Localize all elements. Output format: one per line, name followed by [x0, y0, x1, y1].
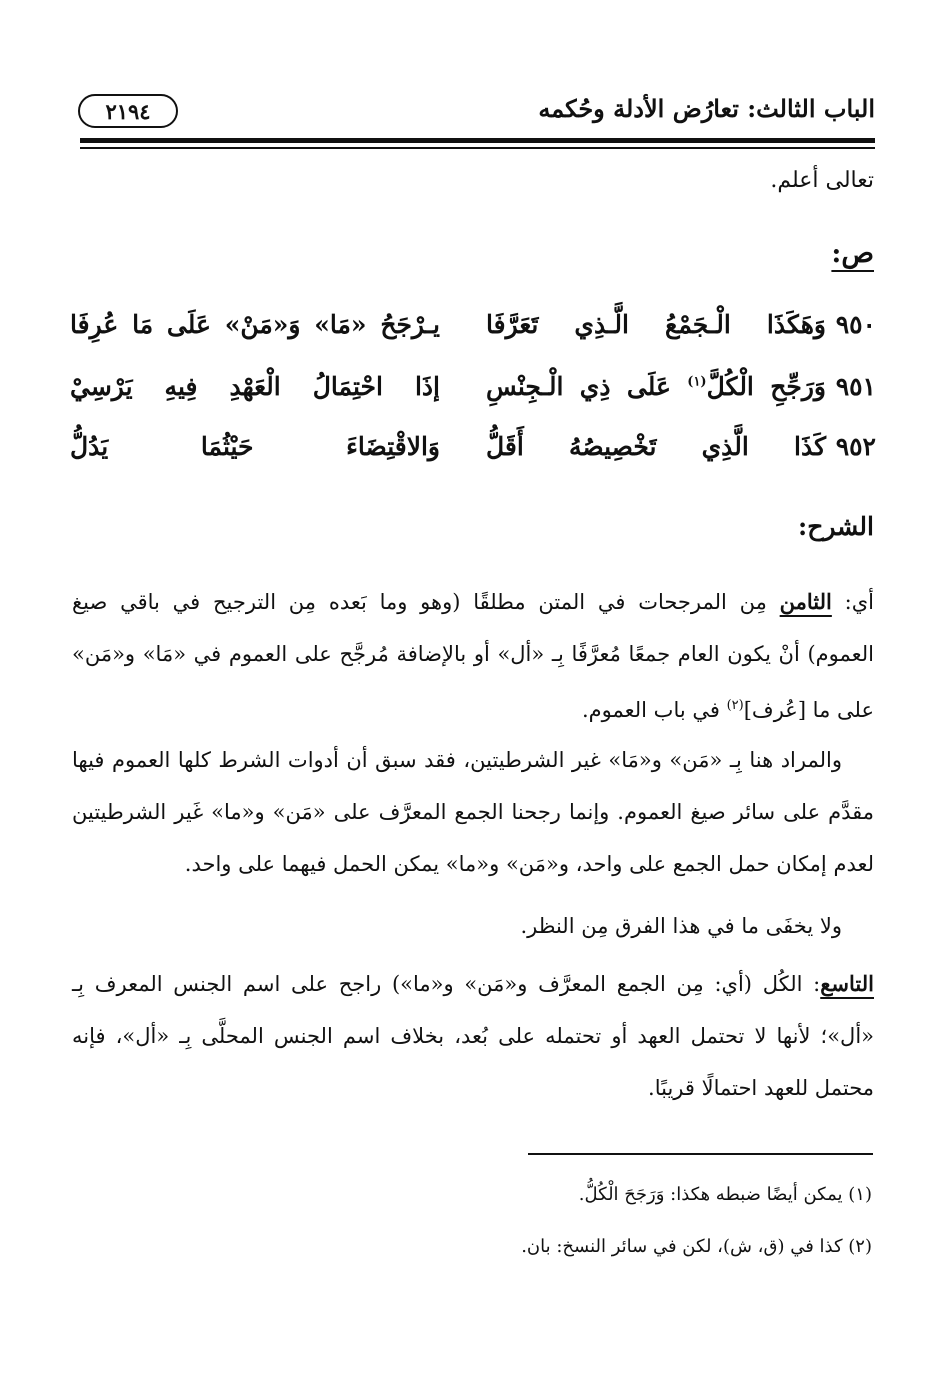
- verse-number: ٩٥٠: [835, 310, 876, 339]
- text-line: محتمل للعهد احتمالًا قريبًا.: [648, 1076, 874, 1100]
- verse-text: عَلَى ذِي الْـجِنْسِ: [486, 372, 688, 401]
- header-rule-thick: [80, 138, 875, 143]
- page-number: [78, 94, 178, 128]
- text-line: مقدَّم على سائر صيغ العموم. وإنما رجحنا الجمع المعرَّف على «مَن» و«ما» غَير الشرطيتين: [72, 800, 874, 824]
- verse-first-hemistich: [486, 372, 826, 401]
- text-segment: على ما [عُرف]: [743, 698, 874, 722]
- text-line: «أل»؛ لأنها لا تحتمل العهد أو تحتمله على بُعد، بخلاف اسم الجنس المحلَّى بِـ «أل»، فإنه: [72, 1024, 874, 1048]
- verse-first-hemistich: وَهَكَذَا الْـجَمْعُ الَّـذِي تَعَرَّفَا: [486, 310, 826, 339]
- paragraph-explanation: [72, 734, 842, 786]
- verse-950: [70, 310, 876, 354]
- footnote-separator: [528, 1153, 873, 1155]
- header-rule-thin: [80, 147, 875, 149]
- paragraph-objection: [520, 900, 842, 952]
- text-line: لعدم إمكان حمل الجمع على واحد، و«مَن» و«ما» يمكن الحمل فيهما على واحد.: [184, 852, 874, 876]
- term-eighth: الثامن: [779, 589, 832, 614]
- text-line: [72, 680, 874, 732]
- sharh-label: الشرح:: [797, 512, 874, 541]
- verse-number: ٩٥١: [835, 372, 876, 401]
- paragraph-eighth: [72, 576, 874, 732]
- paragraph-explanation-cont: [72, 786, 874, 890]
- verse-951: [70, 372, 876, 416]
- footnote-1: (١) يمكن أيضًا ضبطه هكذا: وَرَجَحَ الْكُلُّ.: [578, 1184, 872, 1205]
- running-title: الباب الثالث: تعارُض الأدلة وحُكمه: [538, 94, 875, 123]
- verse-second-hemistich: يـرْجَحُ «مَا» وَ«مَنْ» عَلَى مَا عُرِفَا: [70, 310, 440, 339]
- text-line: والمراد هنا بِـ «مَن» و«مَا» غير الشرطيتين، فقد سبق أن أدوات الشرط كلها العموم فيها: [72, 748, 842, 772]
- footnote-marker: (١): [687, 374, 707, 390]
- text-segment: : الكُل (أي: مِن الجمع المعرَّف و«مَن» و«ما») راجح على اسم الجنس المعرف بِـ: [72, 972, 821, 996]
- footnote-marker: (٢): [726, 698, 744, 713]
- text-segment: في باب العموم.: [581, 698, 727, 722]
- text-line: [72, 576, 874, 628]
- verse-second-hemistich: وَالاقْتِضَاءَ حَيْثُمَا يَدُلُّ: [70, 432, 440, 461]
- page-header: [75, 92, 875, 136]
- verse-952: [70, 432, 876, 476]
- verse-second-hemistich: إذَا احْتِمَالُ الْعَهْدِ فِيهِ يَرْسِيْ: [70, 372, 440, 401]
- text-segment: أي:: [831, 590, 874, 614]
- verse-text: وَرَجِّحِ الْكُلَّ: [706, 372, 826, 401]
- verse-number: ٩٥٢: [835, 432, 876, 461]
- text-line: [72, 958, 874, 1010]
- footnote-2: (٢) كذا في (ق، ش)، لكن في سائر النسخ: بان.: [521, 1236, 872, 1257]
- text-segment: مِن المرجحات في المتن مطلقًا (وهو وما بَعده مِن الترجيح في باقي صيغ: [72, 590, 780, 614]
- term-ninth: التاسع: [820, 971, 874, 996]
- text-line: ولا يخفَى ما في هذا الفرق مِن النظر.: [520, 914, 842, 938]
- verse-first-hemistich: كَذَا الَّذِي تَخْصِيصُهُ أَقَلُّ: [486, 432, 826, 461]
- page-number-text: ٢١٩٤: [105, 98, 151, 124]
- paragraph-ninth: [72, 958, 874, 1114]
- text-line: العموم) أنْ يكون العام جمعًا مُعرَّفًا بِـ «أل» أو بالإضافة مُرجَّح على العموم في «مَا» و«مَن»: [72, 642, 874, 666]
- preceding-line-end: تعالى أعلم.: [770, 168, 874, 193]
- matn-label: ص:: [831, 238, 874, 269]
